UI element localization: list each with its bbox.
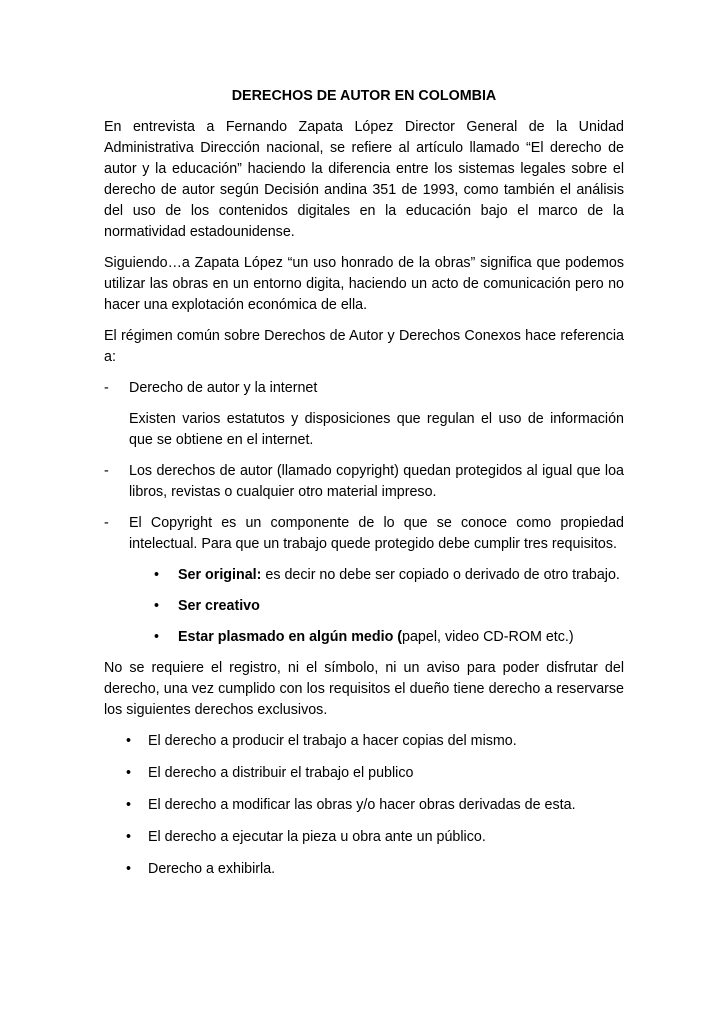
bullet-icon: • (126, 861, 132, 877)
dash-marker: - (104, 380, 109, 396)
zapata-paragraph: Siguiendo…a Zapata López “un uso honrado de la obras” significa que podemos utilizar las obras en un entorno digita, haciendo un acto de comunicación pero no hacer una explotación económica de ella. (104, 255, 624, 313)
right-text: El derecho a distribuir el trabajo el publico (148, 765, 414, 781)
requirement-item (104, 596, 624, 617)
requirement-item (104, 565, 624, 586)
requirement-item (104, 627, 624, 648)
requirement-rest: es decir no debe ser copiado o derivado de otro trabajo. (261, 567, 620, 583)
right-item (104, 795, 624, 816)
registration-paragraph: No se requiere el registro, ni el símbolo, ni un aviso para poder disfrutar del derecho, una vez cumplido con los requisitos el dueño tiene derecho a reservarse los siguientes derechos exclusivos. (104, 660, 624, 718)
bullet-icon: • (154, 567, 160, 583)
intro-paragraph: En entrevista a Fernando Zapata López Director General de la Unidad Administrativa Dirección nacional, se refiere al artículo llamado “El derecho de autor y la educación” haciendo la diferencia entre los sistemas legales sobre el derecho de autor según Decisión andina 351 de 1993, como también el análisis del uso de los contenidos digitales en la educación bajo el marco de la normatividad estadounidense. (104, 119, 624, 240)
bullet-icon: • (126, 829, 132, 845)
dash-list-item (104, 461, 624, 503)
dash-list-item (104, 378, 624, 399)
regimen-paragraph: El régimen común sobre Derechos de Autor y Derechos Conexos hace referencia a: (104, 328, 624, 365)
requirement-bold: Ser creativo (178, 598, 260, 614)
right-item (104, 859, 624, 880)
bullet-icon: • (126, 733, 132, 749)
dash-item-text: Los derechos de autor (llamado copyright) quedan protegidos al igual que loa libros, revistas o cualquier otro material impreso. (129, 463, 624, 500)
dash-item-text: El Copyright es un componente de lo que se conoce como propiedad intelectual. Para que un trabajo quede protegido debe cumplir tres requisitos. (129, 515, 624, 552)
right-text: Derecho a exhibirla. (148, 861, 276, 877)
requirement-rest: papel, video CD-ROM etc.) (402, 629, 574, 645)
internet-sub-paragraph: Existen varios estatutos y disposiciones que regulan el uso de información que se obtiene en el internet. (129, 411, 624, 448)
bullet-icon: • (126, 765, 132, 781)
dash-item-text: Derecho de autor y la internet (129, 380, 318, 396)
bullet-icon: • (154, 598, 160, 614)
requirement-bold: Ser original: (178, 567, 262, 583)
dash-marker: - (104, 463, 109, 479)
document-page (104, 86, 624, 891)
right-text: El derecho a ejecutar la pieza u obra ante un público. (148, 829, 486, 845)
document-title: DERECHOS DE AUTOR EN COLOMBIA (231, 88, 497, 104)
right-item (104, 731, 624, 752)
dash-list-item (104, 513, 624, 555)
right-text: El derecho a modificar las obras y/o hacer obras derivadas de esta. (148, 797, 576, 813)
requirement-bold: Estar plasmado en algún medio ( (178, 629, 403, 645)
right-text: El derecho a producir el trabajo a hacer copias del mismo. (148, 733, 517, 749)
right-item (104, 827, 624, 848)
dash-marker: - (104, 515, 109, 531)
bullet-icon: • (154, 629, 160, 645)
bullet-icon: • (126, 797, 132, 813)
right-item (104, 763, 624, 784)
